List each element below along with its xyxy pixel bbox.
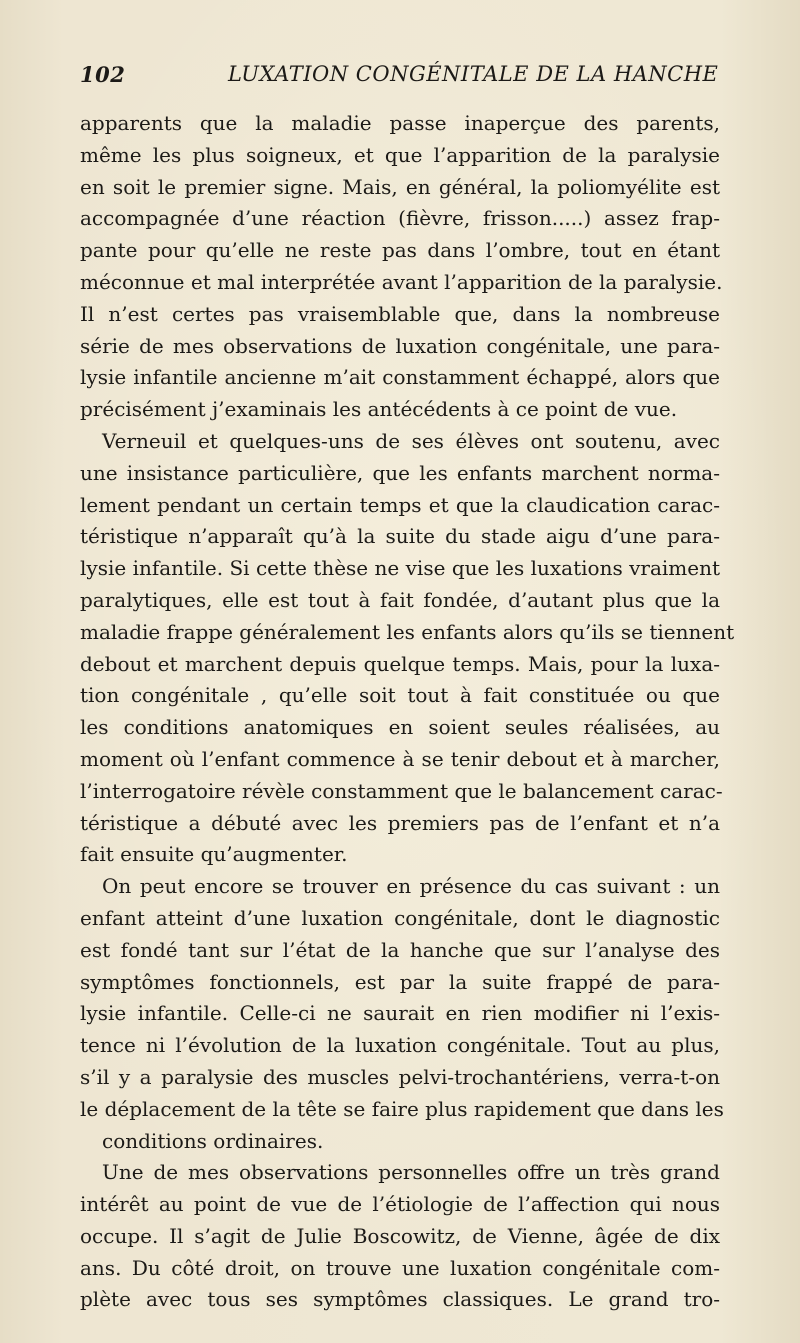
text-line: lysie infantile. Si cette thèse ne vise que les luxations vraiment xyxy=(80,556,720,581)
page-number: 102 xyxy=(80,62,126,87)
text-line: paralytiques, elle est tout à fait fondée, d’autant plus que la xyxy=(80,587,720,612)
text-line: s’il y a paralysie des muscles pelvi-trochantériens, verra-t-on xyxy=(80,1064,720,1089)
text-line: lysie infantile ancienne m’ait constamment échappé, alors que xyxy=(80,365,720,390)
text-line: les conditions anatomiques en soient seules réalisées, au xyxy=(80,715,720,740)
text-line: série de mes observations de luxation congénitale, une para- xyxy=(80,333,720,358)
text-line: téristique a débuté avec les premiers pas de l’enfant et n’a xyxy=(80,810,720,835)
text-line: l’interrogatoire révèle constamment que le balancement carac- xyxy=(80,778,723,803)
text-line: occupe. Il s’agit de Julie Boscowitz, de Vienne, âgée de dix xyxy=(80,1223,720,1248)
body-text xyxy=(80,108,735,1316)
text-line: en soit le premier signe. Mais, en général, la poliomyélite est xyxy=(80,174,720,199)
text-line: pante pour qu’elle ne reste pas dans l’ombre, tout en étant xyxy=(80,238,720,263)
text-line: moment où l’enfant commence à se tenir debout et à marcher, xyxy=(80,746,720,771)
text-line: précisément j’examinais les antécédents à ce point de vue. xyxy=(80,397,678,422)
text-line: plète avec tous ses symptômes classiques. Le grand tro- xyxy=(80,1287,720,1312)
text-line: est fondé tant sur l’état de la hanche que sur l’analyse des xyxy=(80,937,720,962)
text-line: symptômes fonctionnels, est par la suite frappé de para- xyxy=(80,969,720,994)
text-line: intérêt au point de vue de l’étiologie de l’affection qui nous xyxy=(80,1192,720,1217)
text-line: maladie frappe généralement les enfants alors qu’ils se tiennent xyxy=(80,619,735,644)
paragraph-start: Une de mes observations personnelles offre un très grand xyxy=(102,1160,720,1185)
text-line: debout et marchent depuis quelque temps. Mais, pour la luxa- xyxy=(80,651,720,676)
text-line: une insistance particulière, que les enfants marchent norma- xyxy=(80,460,720,485)
text-line: téristique n’apparaît qu’à la suite du stade aigu d’une para- xyxy=(80,524,720,549)
text-line: Il n’est certes pas vraisemblable que, dans la nombreuse xyxy=(80,301,720,326)
text-line: accompagnée d’une réaction (fièvre, frisson.....) assez frap- xyxy=(80,206,720,231)
text-line: méconnue et mal interprétée avant l’apparition de la paralysie. xyxy=(80,269,723,294)
text-line: tence ni l’évolution de la luxation congénitale. Tout au plus, xyxy=(80,1033,720,1058)
text-line: enfant atteint d’une luxation congénitale, dont le diagnostic xyxy=(80,905,720,930)
running-head xyxy=(80,62,720,90)
text-line: apparents que la maladie passe inaperçue des parents, xyxy=(80,111,720,135)
running-title: LUXATION CONGÉNITALE DE LA HANCHE xyxy=(228,62,719,86)
text-line: conditions ordinaires. xyxy=(102,1128,324,1153)
text-line: lysie infantile. Celle-ci ne saurait en rien modifier ni l’exis- xyxy=(80,1001,720,1026)
text-line: même les plus soigneux, et que l’apparition de la paralysie xyxy=(80,142,720,167)
text-line: tion congénitale , qu’elle soit tout à fait constituée ou que xyxy=(80,683,720,708)
text-line: lement pendant un certain temps et que la claudication carac- xyxy=(80,492,720,517)
text-line: ans. Du côté droit, on trouve une luxation congénitale com- xyxy=(80,1255,720,1280)
text-line: le déplacement de la tête se faire plus rapidement que dans les xyxy=(80,1096,724,1121)
paragraph-start: On peut encore se trouver en présence du cas suivant : un xyxy=(102,874,720,899)
text-line: fait ensuite qu’augmenter. xyxy=(80,842,348,867)
paragraph-start: Verneuil et quelques-uns de ses élèves ont soutenu, avec xyxy=(102,428,720,453)
